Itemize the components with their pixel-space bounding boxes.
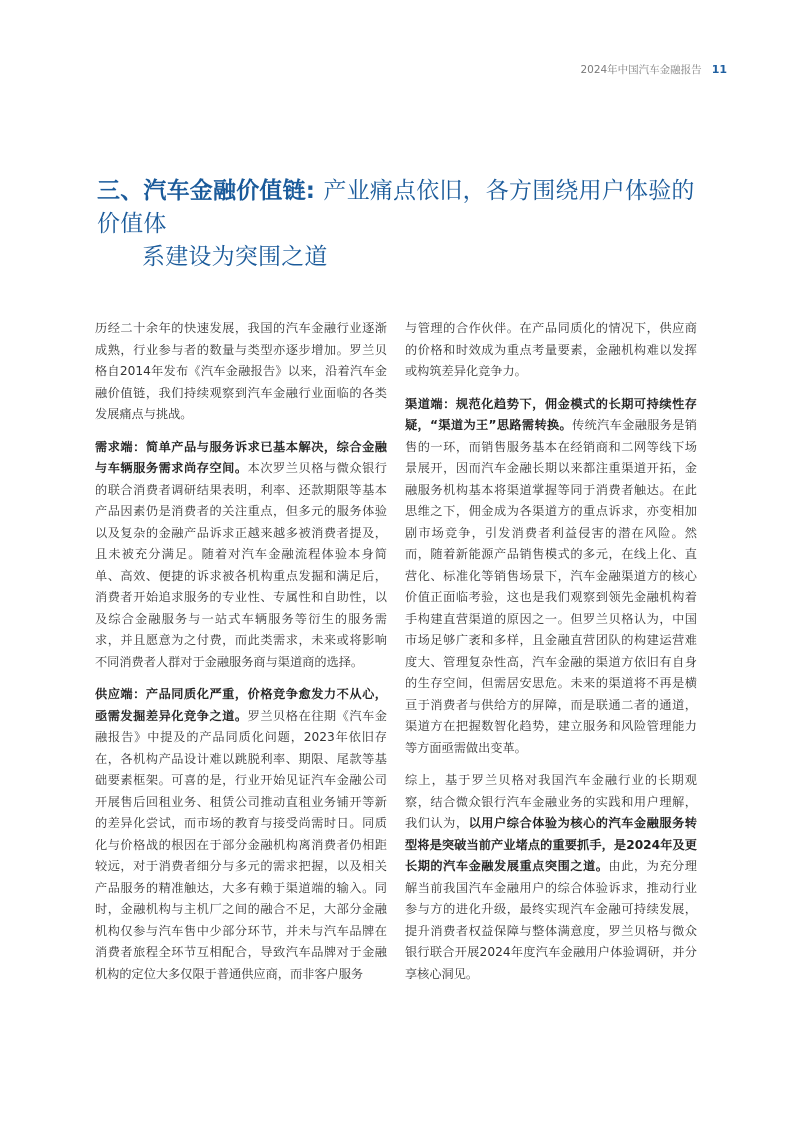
- left-column: [95, 318, 387, 996]
- report-title: 2024年中国汽车金融报告: [580, 64, 702, 76]
- supply-paragraph: [95, 684, 387, 985]
- summary-lead: 综上，基于罗兰贝格对我国汽车金融行业的长期观察，结合微众银行汽车金融业务的实践和用户理解，我们认为，: [405, 773, 697, 830]
- demand-body: 本次罗兰贝格与微众银行的联合消费者调研结果表明，利率、还款期限等基本产品因素仍是消费者的关注重点，但多元的服务体验以及复杂的金融产品诉求正越来越多被消费者提及，且未被充分满足。随着对汽车金融流程体验本身简单、高效、便捷的诉求被各机构重点发掘和满足后，消费者开始追求服务的专业性、专属性和自助性，以及综合金融服务与一站式车辆服务等衍生的服务需求，并且愿意为之付费，而此类需求，未来或将影响不同消费者人群对于金融服务商与渠道商的选择。: [95, 461, 387, 669]
- section-title-lead: 三、汽车金融价值链:: [97, 178, 324, 204]
- continuation-paragraph: 与管理的合作伙伴。在产品同质化的情况下，供应商的价格和时效成为重点考量要素，金融机构难以发挥或构筑差异化竞争力。: [405, 321, 697, 378]
- channel-heading: 渠道端：规范化趋势下，佣金模式的长期可持续性存疑，“渠道为王”思路需转换。: [405, 396, 697, 432]
- section-title: [97, 175, 717, 274]
- supply-heading: 供应端：产品同质化严重，价格竞争愈发力不从心，亟需发掘差异化竞争之道。: [95, 687, 387, 723]
- summary-paragraph: [405, 770, 697, 985]
- running-header: [580, 62, 727, 77]
- section-title-rest: 产业痛点依旧，各方围绕用户体验的价值体: [97, 178, 695, 237]
- right-column: [405, 318, 697, 996]
- summary-tail: 由此，为充分理解当前我国汽车金融用户的综合体验诉求，推动行业参与方的进化升级，最终实现汽车金融可持续发展，提升消费者权益保障与整体满意度，罗兰贝格与微众银行联合开展2024年度汽车金融用户体验调研，并分享核心洞见。: [405, 859, 697, 981]
- channel-body: 传统汽车金融服务是销售的一环，而销售服务基本在经销商和二网等线下场景展开，因而汽车金融长期以来都注重渠道开拓，金融服务机构基本将渠道掌握等同于消费者触达。在此思维之下，佣金成为各渠道方的重点诉求，亦变相加剧市场竞争，引发消费者利益侵害的潜在风险。然而，随着新能源产品销售模式的多元，在线上化、直营化、标准化等销售场景下，汽车金融渠道方的核心价值正面临考验，这也是我们观察到领先金融机构着手构建直营渠道的原因之一。但罗兰贝格认为，中国市场足够广袤和多样，且金融直营团队的构建运营难度大、管理复杂性高，汽车金融的渠道方依旧有自身的生存空间，但需居安思危。未来的渠道将不再是横亘于消费者与供给方的屏障，而是联通二者的通道，渠道方在把握数智化趋势，建立服务和风险管理能力等方面亟需做出变革。: [405, 418, 697, 755]
- summary-bold: 以用户综合体验为核心的汽车金融服务转型将是突破当前产业堵点的重要抓手，是2024年及更长期的汽车金融发展重点突围之道。: [405, 816, 697, 873]
- supply-body: 罗兰贝格在往期《汽车金融报告》中提及的产品同质化问题，2023年依旧存在，各机构产品设计难以跳脱利率、期限、尾款等基础要素框架。可喜的是，行业开始见证汽车金融公司开展售后回租业务、租赁公司推动直租业务铺开等新的差异化尝试，而市场的教育与接受尚需时日。同质化与价格战的根因在于部分金融机构离消费者仍相距较远，对于消费者细分与多元的需求把握，以及相关产品服务的精准触达，大多有赖于渠道端的输入。同时，金融机构与主机厂之间的融合不足，大部分金融机构仅参与汽车售中少部分环节，并未与汽车品牌在消费者旅程全环节互相配合，导致汽车品牌对于金融机构的定位大多仅限于普通供应商，而非客户服务: [95, 708, 387, 981]
- demand-paragraph: [95, 437, 387, 674]
- channel-paragraph: [405, 394, 697, 760]
- demand-heading: 需求端：简单产品与服务诉求已基本解决，综合金融与车辆服务需求尚存空间。: [95, 439, 387, 475]
- intro-paragraph: 历经二十余年的快速发展，我国的汽车金融行业逐渐成熟，行业参与者的数量与类型亦逐步增加。罗兰贝格自2014年发布《汽车金融报告》以来，沿着汽车金融价值链，我们持续观察到汽车金融行业面临的各类发展痛点与挑战。: [95, 321, 387, 421]
- page-number: 11: [711, 63, 727, 76]
- section-title-line2: 系建设为突围之道: [142, 244, 328, 270]
